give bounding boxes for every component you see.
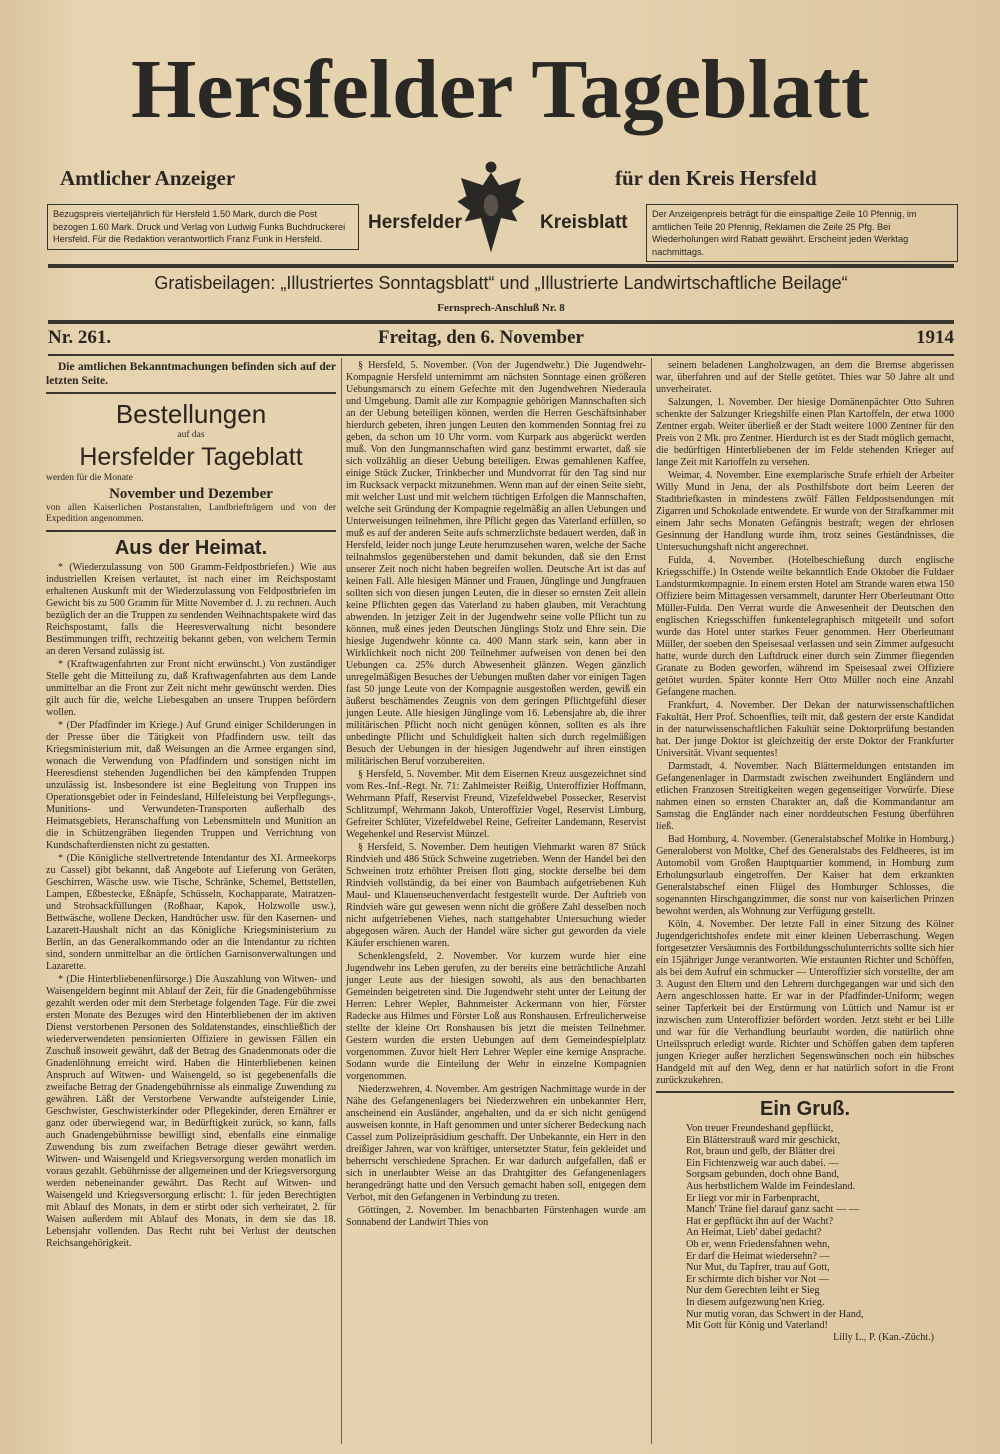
ad-months: November und Dezember xyxy=(109,485,273,502)
supplements-line: Gratisbeilagen: „Illustriertes Sonntagsblatt“ und „Illustrierte Landwirtschaftliche Beilage“ xyxy=(154,273,848,293)
poem-line: Er darf die Heimat wiedersehn? — xyxy=(686,1250,830,1262)
poem-line: An Heimat, Lieb' dabei gedacht? xyxy=(686,1227,822,1239)
article: * (Der Pfadfinder im Kriege.) Auf Grund einiger Schilderungen in der Presse über die Tätigkeit von Pfadfindern usw. teilt das Kriegsministerium mit, daß Weisungen an die Armee ergangen sind, wonach die Verwendung von Pfadfindern und sonstigen nicht im Heeresdienst stehenden Jugendlichen bei den kämpfenden Truppen unzulässig ist. Insbesondere ist eine Begleitung von Truppen ins Operationsgebiet oder in Feindesland, Hilfeleistung bei Verpflegungs-, Munitions- und Verwundeten-Transporten außerhalb des Heimatsgebiets, Heranschaffung von Lebensmitteln und Munition an die in Schützengräben liegenden Truppen und Verrichtung von Kundschafterdiensten nicht zu gestatten. xyxy=(46,719,336,851)
ad-title: Bestellungen xyxy=(115,399,267,429)
poem-line: Ein Blätterstrauß ward mir geschickt, xyxy=(686,1134,841,1146)
poem-line: In diesem aufgezwung'nen Krieg. xyxy=(686,1296,825,1308)
issue-date: Freitag, den 6. November xyxy=(378,327,584,348)
ad-werden: werden für die Monate xyxy=(46,473,133,483)
column-rule xyxy=(341,358,342,1444)
poem-line: Nur mutig voran, das Schwert in der Hand, xyxy=(686,1308,864,1320)
article: § Hersfeld, 5. November. Mit dem Eisernen Kreuz ausgezeichnet sind vom Res.-Inf.-Regt. Nr. 71: Zahlmeister Reißig, Unteroffizier Hoffmann, Wehrmann Pfaff, Reservist Freund, Vizefeldwebel Possecker, Reservist Schlitzumpf, Wehrmann Jakob, Unteroffizier Vogel, Reservist Limburg, Gefreiter Schlüter, Vizefeldwebel Reine, Gefreiter Landemann, Reservist Wegehenkel und Reservist Münzel. xyxy=(346,769,646,840)
column-2 xyxy=(346,360,646,1230)
article: * (Kraftwagenfahrten zur Front nicht erwünscht.) Von zuständiger Stelle geht die Mitteilung zu, daß Kraftwagenfahrten aus dem Lande unmittelbar an die Front zur Zeit nicht mehr gewünscht werden. Dies gilt auch für die, welche Liebesgaben an unsere Truppen befördern wollen. xyxy=(46,658,336,718)
column-3 xyxy=(656,360,954,1344)
article: § Hersfeld, 5. November. (Von der Jugendwehr.) Die Jugendwehr-Kompagnie Hersfeld unternimmt am nächsten Sonntage einen größeren Uebungsmarsch zu einem Gefechte mit den Jugendwehren Niederaula und Umgebung. Damit alle zur Kompagnie gehörigen Mannschaften sich an der Uebung beteiligen können, werden die Herren Geschäftsinhaber hierdurch gebeten, ihren jungen Leuten den kommenden Sonntag frei zu geben, da schon um 10 Uhr vorm. vom Kurpark aus abgerückt werden muß. Von den Jungmannschaften wird ganz bestimmt erwartet, daß sie sich vollzählig an dieser Uebung beteiligen. Etwas gemahlenen Kaffee, einige Stück Zucker, Trinkbecher und Mundvorrat für den Tag sind nur im Rucksack verpackt mitzunehmen. Wenn man auf der einen Seite sieht, mit welcher Lust und mit welchem tüchtigen Erfolgen die Mannschaften, welche seit Gründung der Kompagnie regelmäßig an allen Uebungen und Unterweisungen teilnehmen, ihre Pflicht gegen das Vaterland erfüllen, so muß es auf der anderen Seite aufs schmerzlichste bedauert werden, daß in Hersfeld, leider noch junge Leute herumzusehen waren, welche der Sache teilnahmslos gegenüberstehen und damit bekunden, daß sie den Ernst unserer Zeit noch nicht haben begreifen wollen. Deutsche Art ist das auf keinen Fall. Alle hiesigen Männer und Frauen, Jünglinge und Jungfrauen sollten sich von diesen jungen Leuten, die in dieser so ernsten Zeit allein keine Pflichten gegen das Vaterland zu haben glauben, mit Verachtung abwenden. In jetziger Zeit in der Jugendwehr seine volle Pflicht tun zu können, muß eines jeden Deutschen Jünglings Stolz und Ehre sein. Die hiesige Jugendwehr könnte ca. 400 Mann stark sein, kann aber in Wirklichkeit noch nicht 200 Teilnehmer aufweisen von denen bei den Uebungen ca. 25% durch Abwesenheit glänzen. Wegen gänzlich unregelmäßigen Besuches der Uebungen mußten daher vor einigen Tagen fast 50 junge Leute von der Kompagnie ausgestoßen werden, gewiß ein äußerst beschämendes Zeugnis von dem geringen Pflichtgefühl dieser jungen Leute. Alle hiesigen Jünglinge vom 16. Lebensjahre ab, die ihrer militärischen Pflicht noch nicht genügen können, sollten es als ihre unbedingte Pflicht und Schuldigkeit halten sich durch regelmäßigen Besuch der Uebungen in der hiesigen Jugendwehr auf ihren einstigen militärischen Beruf vorzubereiten. xyxy=(346,360,646,767)
subtitle-right: für den Kreis Hersfeld xyxy=(615,166,817,190)
article: Köln, 4. November. Der letzte Fall in einer Sitzung des Kölner Jugendgerichtshofes endete mit einer kleinen Ueberraschung. Wegen fortgesetzter Versäumnis des Fortbildungsschulunterrichts sollte sich hier ein 15jähriger Junge verantworten. Wie erstaunten Richter und Schöffen, als bei dem Aufruf ein schmucker — Unteroffizier sich vorstellte, der am 3. August den Eltern und den Lehrern durchgegangen war und sich den Aern angeschlossen hatte. Er war in der Pfadfinder-Uniform; wegen seiner Tapferkeit bei der Erstürmung von Lüttich und Namur ist er inzwischen zum Unteroffizier befördert worden. Jetzt steht er bei Lille und war für die Verhandlung beurlaubt worden, die natürlich ohne Urteilsspruch erledigt wurde. Richter und Schöffen gaben dem tapferen jungen Krieger außer herzlichen Segenswünschen noch ein hübsches Handgeld mit auf den Weg, denn er hat natürlich sofort in die Front zurückzukehren. xyxy=(656,919,954,1086)
poem xyxy=(656,1123,954,1332)
advert-price-box: Der Anzeigenpreis beträgt für die einspaltige Zeile 10 Pfennig, im amtlichen Teile 20 Pfennig, Reklamen die Zeile 25 Pfg. Bei Wiederholungen wird Rabatt gewährt. Erscheint jeden Werktag nachmittags. xyxy=(646,204,958,262)
divider xyxy=(48,264,954,268)
column-1 xyxy=(46,360,336,1251)
article: Weimar, 4. November. Eine exemplarische Strafe erhielt der Arbeiter Willy Mund in Jena, der als Posthilfsbote dort beim Leeren der Stadtbriefkasten in mindestens zwölf Fällen Feldpostsendungen mit Zigarren und Schokolade entwendete. Er wurde von der Strafkammer mit einem Jahr sechs Monaten Gefängnis bestraft; wegen der ehrlosen Gesinnung der Handlung wurde ihm, trotz seines Geständnisses, die Untersuchungshaft nicht angerechnet. xyxy=(656,470,954,553)
poem-line: Von treuer Freundeshand gepflückt, xyxy=(686,1123,834,1134)
divider xyxy=(48,320,954,324)
dateline xyxy=(48,327,954,351)
divider xyxy=(48,354,954,356)
issue-year: 1914 xyxy=(916,327,954,348)
issue-number: Nr. 261. xyxy=(48,327,112,348)
article: * (Die Hinterbliebenenfürsorge.) Die Auszahlung von Witwen- und Waisengeldern beginnt mit Ablauf der Zeit, für die Gnadengebührnisse gezahlt werden oder mit dem Sterbetage folgenden Tage. Für die zwei ersten Monate des Bezuges wird den Hinterbliebenen der im aktiven Dienst verstorbenen Personen des Soldatenstandes, einschließlich der wiederverwendeten pensionierten Offiziere in gewissen Fällen ein Zuschuß insoweit gewährt, daß der Betrag des Gnadenmonats oder die Gnadenlöhnung erreicht wird. Haben die Hinterbliebenen keinen Anspruch auf Witwen- und Waisengeld, so ist gegebenenfalls die zweifache Betrag der Gnadengebührnisse als einmalige Zuwendung zu gewähren. Läßt der Verstorbene Verwandte aufsteigender Linie, Geschwister, Geschwisterkinder oder Pflegekinder, deren Ernährer er ganz oder überwiegend war, in Bedürftigkeit zurück, so kann, falls auch Gnadengebührnisse bewilligt sind, ebenfalls eine einmalige Zuwendung bis zum zweifachen Betrage dieser gewährt werden. Witwen- und Waisengeld und Kriegsversorgung werden monatlich im voraus gezahlt. Gebührnisse der allgemeinen und der Kriegsversorgung werden nebeneinander gewährt. Das Recht auf Witwen- und Waisengeld und Kriegsversorgung erlischt: 1. für jeden Berechtigten mit Ablauf des Monats, in dem er stirbt oder sich verheiratet, 2. für Waisen außerdem mit Ablauf des Monats, in dem sie das 18. Lebensjahr vollenden. Das Recht ruht bei Verlust der deutschen Reichsangehörigkeit. xyxy=(46,973,336,1249)
poem-line: Nur Mut, du Tapfrer, trau auf Gott, xyxy=(686,1262,830,1274)
article: § Hersfeld, 5. November. Dem heutigen Viehmarkt waren 87 Stück Rindvieh und 486 Stück Schweine zugetrieben. Wenn der Handel bei den Schweinen trotz erhöhter Preisen flott ging, stockte derselbe bei dem Rindvieh vollständig, da bei einer von Baumbach aufgetriebenen Kuh Maul- und Klauenseuchenverdacht festgestellt wurde. Der Auftrieb von Rindvieh wäre gut gewesen wenn nicht die größere Zahl desselben noch nicht aufgetriebenen Viehes, nach stattgehabter Untersuchung wieder abgegosen wären. Auch der Handel wäre sicher gut geworden da viele Käufer erschienen waren. xyxy=(346,842,646,949)
section-heading: Aus der Heimat. xyxy=(114,536,268,559)
article: Bad Homburg, 4. November. (Generalstabschef Moltke in Homburg.) Generaloberst von Moltke, Chef des Generalstabs des Feldheeres, ist im Automobil vom Großen Hauptquartier kommend, in Homburg zum Erholungsurlaub eingetroffen. Der Kaiser hat dem erkrankten Generalstabschef einen Flügel des Homburger Schlosses, die sogenannten Hirschgangzimmer, die sonst nur von kaiserlichen Prinzen bewohnt werden, als Wohnung zur Verfügung gestellt. xyxy=(656,834,954,917)
subscription-ad xyxy=(46,398,336,526)
poem-line: Er liegt vor mir in Farbenpracht, xyxy=(686,1192,820,1204)
subscription-box: Bezugspreis vierteljährlich für Hersfeld 1.50 Mark, durch die Post bezogen 1.60 Mark. Druck und Verlag von Ludwig Funks Buchdruckerei Hersfeld. Für die Redaktion verantwortlich Franz Funk in Hersfeld. xyxy=(47,204,359,250)
poem-line: Ein Fichtenzweig war auch dabei. — xyxy=(686,1157,839,1169)
notice: Die amtlichen Bekanntmachungen befinden sich auf der letzten Seite. xyxy=(46,361,336,387)
article: Frankfurt, 4. November. Der Dekan der naturwissenschaftlichen Fakultät, Herr Prof. Schoenflies, teilt mit, daß gestern der erste Kandidat in der naturwissenschaftlichen Fakultät seine Doktorprüfung bestanden hat. Der junge Doktor ist gleichzeitig der erste Doktor der Frankfurter Universität. Vivant sequentes! xyxy=(656,700,954,759)
poem-line: Aus herbstlichem Walde im Feindesland. xyxy=(686,1180,856,1192)
article: Göttingen, 2. November. Im benachbarten Fürstenhagen wurde am Sonnabend der Landwirt Thies von xyxy=(346,1205,646,1228)
poem-line: Er schirmte dich bisher vor Not — xyxy=(686,1273,829,1285)
article: * (Die Königliche stellvertretende Intendantur des XI. Armeekorps zu Cassel) gibt bekannt, daß Angebote auf Lieferung von Geräten, Geschirren, Wäsche usw. wie Tische, Schränke, Schemel, Bettstellen, Lampen, Eßbestecke, Eßnäpfe, Schüsseln, Kochapparate, Matratzen- und Strohsackfüllungen (Roßhaar, Kapok, Holzwolle usw.), Bettwäsche, wollene Decken, Handtücher usw. für den Kasernen- und Lazarett-Haushalt nicht an das Königliche Kriegsministerium zu Berlin, an das Generalkommando oder an die Intendantur zu richten sind, sondern unmittelbar an die örtlichen Garnisonverwaltungen und Lazarette. xyxy=(46,852,336,972)
article: Schenklengsfeld, 2. November. Vor kurzem wurde hier eine Jugendwehr ins Leben gerufen, zu der bereits eine beträchtliche Anzahl junger Leute aus der hiesigen sowohl, als aus den benachbarten Gemeinden beigetreten sind. Die Jugendwehr steht unter der Leitung der Herren: Lehrer Wepler, Bahnmeister Ackermann von hier, Förster Radecke aus Hilmes und Förster Loß aus Ronshausen. Erfreulicherweise stellte der kleine Ort Ronshausen bis jetzt die meisten Teilnehmer. Gestern wurden die ersten Uebungen auf dem Gemeindespielplatz vorgenommen. Zuvor hielt Herr Lehrer Wepler eine kernige Ansprache. Sodann wurde die Einteilung der Wehr in einzelne Kompagnien vorgenommen. xyxy=(346,951,646,1082)
ad-paper: Hersfelder Tageblatt xyxy=(79,443,303,471)
masthead-title: Hersfelder Tageblatt xyxy=(130,43,870,136)
poem-line: Mit Gott für König und Vaterland! xyxy=(686,1320,828,1332)
poem-title: Ein Gruß. xyxy=(760,1098,850,1120)
poem-line: Manch' Träne fiel darauf ganz sacht — — xyxy=(686,1204,860,1216)
poem-line: Hat er gepflückt ihn auf der Wacht? xyxy=(686,1215,834,1227)
article: Niederzwehren, 4. November. Am gestrigen Nachmittage wurde in der Nähe des Gefangenenlagers bei Niederzwehren ein unbekannter Herr, anscheinend ein Ausländer, angehalten, und da er sich nicht genügend ausweisen konnte, in Haft genommen und unter sicherer Bedeckung nach Cassel zum Polizeipräsidium geschafft. Der Unbekannte, ein Herr in den dreißiger Jahren, war von kräftiger, untersetzter Statur, fein gekleidet und beherrscht verschiedene Sprachen. Er war dadurch aufgefallen, daß er sich in unerlaubter Weise an das Drahtgitter des Gefangenenlagers herangedrängt hatte und den Versuch gemacht haben soll, entgegen dem Verbot, mit den Gefangenen in Verbindung zu treten. xyxy=(346,1084,646,1203)
poem-line: Sorgsam gebunden, doch ohne Band, xyxy=(686,1169,840,1181)
article: Fulda, 4. November. (Hotelbeschießung durch englische Kriegsschiffe.) In Ostende weilte bekanntlich Ende Oktober die Fuldaer Landsturmkompagnie. In einem ersten Hotel am Strande waren etwa 150 Offiziere beim Mittagessen versammelt, darunter Herr Oberleutnant Otto Müller-Fulda. Den Verrat wurde die Anwesenheit der Deutschen den englischen Kriegsschiffen funkentelegraphisch mitgeteilt und sofort wurde das Hotel unter starkes Feuer genommen. Herr Oberleutnant Müller, der soeben den Speisesaal verlassen und sein Zimmer aufgesucht hatte, wurde durch den Luftdruck einer durch sein Zimmer fliegenden Granate zu Boden geworfen, während im Speisesaal zwei Offiziere getötet wurden. Später konnte Herr Otto Müller noch eine Anzahl Gefangene machen. xyxy=(656,555,954,698)
ad-auf: auf das xyxy=(177,430,205,440)
ad-text: von allen Kaiserlichen Postanstalten, Landbriefträgern und von der Expedition angenommen. xyxy=(46,502,336,524)
column-rule xyxy=(651,358,652,1444)
imperial-eagle-icon xyxy=(452,158,530,258)
subtitle-left: Amtlicher Anzeiger xyxy=(60,166,236,190)
article: Darmstadt, 4. November. Nach Blättermeldungen entstanden im Gefangenenlager in Darmstadt zwischen zweihundert Engländern und etlichen Franzosen Streitigkeiten wegen gegenseitiger Vorwürfe. Diese nahmen einen so ernsten Charakter an, daß die Kommandantur am Samstag die Engländer nach einer norddeutschen Festung überführen ließ. xyxy=(656,761,954,832)
article: seinem beladenen Langholzwagen, an dem die Bremse abgerissen war, überfahren und auf der Stelle getötet. Thies war 50 Jahre alt und unverheiratet. xyxy=(656,360,954,395)
poem-line: Ob er, wenn Friedensfahnen wehn, xyxy=(686,1238,830,1250)
article: Salzungen, 1. November. Der hiesige Domänenpächter Otto Suhren schenkte der Salzunger Kriegshilfe einen Plan Kartoffeln, der etwa 1000 Zentner ergab. Weiter überließ er der Stadt weitere 1000 Zentner für den Preis von 2 Mk. pro Zentner. Hierdurch ist es der Stadt möglich gemacht, die bedürftigen Hinterbliebenen der im Felde stehenden Krieger auf lange Zeit mit Kartoffeln zu versehen. xyxy=(656,397,954,468)
poem-line: Nur dem Gerechten leiht er Sieg xyxy=(686,1285,820,1297)
kreisblatt-left: Hersfelder xyxy=(368,212,462,233)
poem-signature: Lilly L., P. (Kan.-Zücht.) xyxy=(833,1331,934,1343)
kreisblatt-right: Kreisblatt xyxy=(540,212,628,233)
article: * (Wiederzulassung von 500 Gramm-Feldpostbriefen.) Wie aus industriellen Kreisen verlautet, ist nach einer im Reichspostamt erhaltenen Auskunft mit der Wiederzulassung von Feldpostbriefen im Gewicht bis zu 500 Gramm für Mitte November d. J. zu rechnen. Auch bezüglich der an die Truppen zu sendenden Weihnachtspakete wird das Reichspostamt, falls die Heeresverwaltung nicht besondere Bestimmungen trifft, rechtzeitig bekannt geben, von welchem Termin an deren Versand zulässig ist. xyxy=(46,561,336,657)
poem-line: Rot, braun und gelb, der Blätter drei xyxy=(686,1146,836,1158)
phone-line: Fernsprech-Anschluß Nr. 8 xyxy=(437,302,565,314)
